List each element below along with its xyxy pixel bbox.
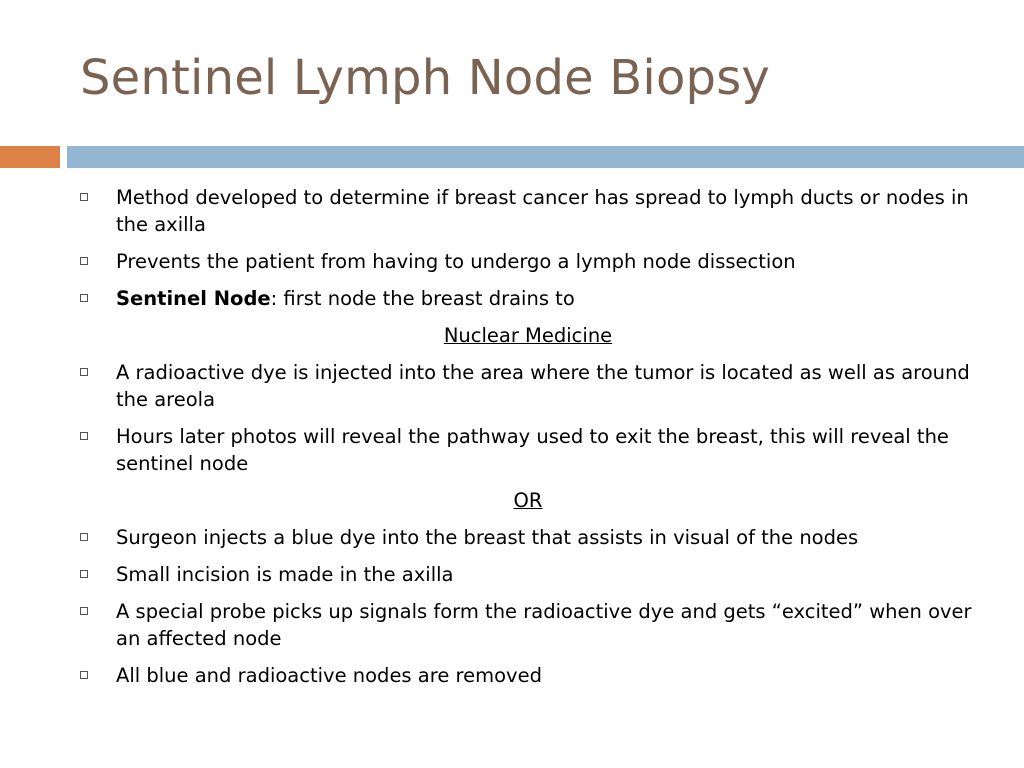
- bullet-item: [78, 423, 978, 477]
- bullet-text: : first node the breast drains to: [270, 287, 575, 310]
- bullet-text: Hours later photos will reveal the pathway used to exit the breast, this will reveal the sentinel node: [116, 425, 949, 475]
- blue-accent-bar: [67, 146, 1024, 168]
- square-bullet-icon: [80, 570, 88, 578]
- bullet-text: All blue and radioactive nodes are removed: [116, 664, 542, 687]
- square-bullet-icon: [80, 671, 88, 679]
- square-bullet-icon: [80, 257, 88, 265]
- bullet-item: [78, 662, 978, 689]
- nuclear-medicine-heading: Nuclear Medicine: [443, 324, 613, 347]
- square-bullet-icon: [80, 294, 88, 302]
- bullet-text: A radioactive dye is injected into the area where the tumor is located as well as around the areola: [116, 361, 970, 411]
- or-heading: OR: [513, 489, 543, 512]
- sentinel-node-term: Sentinel Node: [116, 287, 271, 310]
- section-heading: [78, 322, 978, 349]
- bullet-item: [78, 285, 978, 312]
- bullet-text: Small incision is made in the axilla: [116, 563, 454, 586]
- bullet-item: [78, 598, 978, 652]
- square-bullet-icon: [80, 607, 88, 615]
- section-heading: [78, 487, 978, 514]
- bullet-item: [78, 359, 978, 413]
- square-bullet-icon: [80, 432, 88, 440]
- bullet-text: A special probe picks up signals form the radioactive dye and gets “excited” when over an affected node: [116, 600, 972, 650]
- slide-content: [78, 184, 978, 699]
- orange-accent-bar: [0, 146, 60, 168]
- bullet-text: Surgeon injects a blue dye into the breast that assists in visual of the nodes: [116, 526, 859, 549]
- bullet-text: Method developed to determine if breast cancer has spread to lymph ducts or nodes in the axilla: [116, 186, 969, 236]
- bullet-item: [78, 524, 978, 551]
- bullet-text: Prevents the patient from having to undergo a lymph node dissection: [116, 250, 796, 273]
- bullet-item: [78, 248, 978, 275]
- square-bullet-icon: [80, 193, 88, 201]
- square-bullet-icon: [80, 533, 88, 541]
- slide-title: Sentinel Lymph Node Biopsy: [80, 50, 771, 106]
- bullet-item: [78, 184, 978, 238]
- bullet-item: [78, 561, 978, 588]
- square-bullet-icon: [80, 368, 88, 376]
